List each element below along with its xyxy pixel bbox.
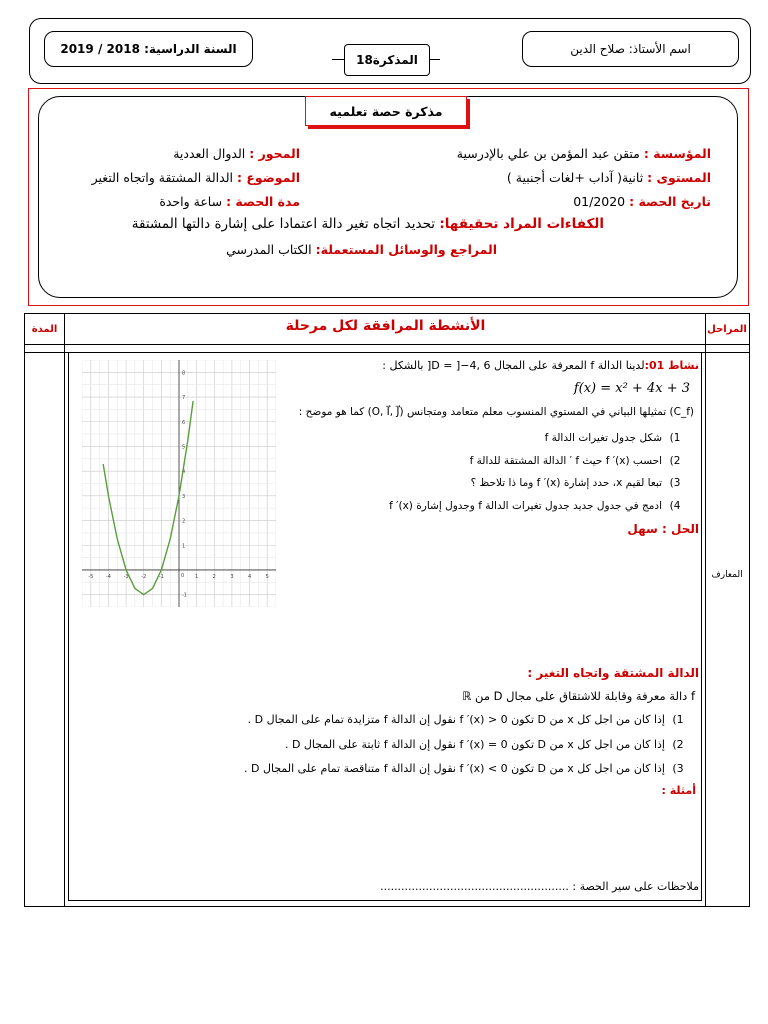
y-tick-label: 5 <box>182 444 186 451</box>
teacher-name: اسم الأستاذ: صلاح الدين <box>522 31 739 67</box>
lesson-title: الدالة المشتقة واتجاه التغير : <box>527 666 699 680</box>
references-row <box>226 242 497 257</box>
references-label: المراجع والوسائل المستعملة: <box>315 242 497 257</box>
rule-text: إذا كان من اجل كل x من D تكون f ′(x) < 0 نقول إن الدالة f متناقصة تمام على المجال D . <box>243 762 665 775</box>
table-inner-line-left <box>68 353 69 901</box>
table-header-divider-2 <box>24 352 750 353</box>
table-header-divider <box>24 344 750 345</box>
x-tick-label: -1 <box>158 573 164 580</box>
lesson-intro: f دالة معرفة وقابلة للاشتقاق على مجال D من ℝ <box>462 689 695 703</box>
competencies-row <box>132 216 604 232</box>
stage-label: المعارف <box>711 570 743 580</box>
solution: الحل : سهل <box>627 522 699 536</box>
rule-number: 1) <box>672 713 684 726</box>
memo-number-dash-left <box>332 59 344 60</box>
competencies-value: تحديد اتجاه تغير دالة اعتمادا على إشارة دالتها المشتقة <box>131 216 436 232</box>
col-stages: المراحل <box>707 324 747 335</box>
question-4 <box>389 500 688 512</box>
level-value: ثانية( آداب +لغات أجنبية ) <box>506 170 644 185</box>
memo-number: المذكرة18 <box>344 44 430 76</box>
question-number: 1) <box>669 432 681 444</box>
function-graph <box>82 360 276 607</box>
rule-2 <box>285 738 691 751</box>
date-row <box>573 194 711 209</box>
y-tick-label: 2 <box>182 518 186 525</box>
y-tick-label: 1 <box>182 543 186 550</box>
date-label: تاريخ الحصة : <box>629 194 711 209</box>
references-value: الكتاب المدرسي <box>226 242 312 257</box>
y-tick-label: 6 <box>182 419 186 426</box>
competencies-label: الكفاءات المراد تحقيقها: <box>439 216 604 232</box>
x-tick-label: 4 <box>247 573 252 580</box>
axis-label: المحور : <box>249 146 300 161</box>
institution-row <box>457 146 711 161</box>
y-tick-label: 4 <box>182 469 186 476</box>
axis-row <box>173 146 300 161</box>
table-bottom-inner-line <box>68 900 701 901</box>
table-divider-right <box>705 313 706 907</box>
question-text: تبعا لقيم x، حدد إشارة f ′(x) وما ذا تلاحظ ؟ <box>470 477 662 489</box>
topic-row <box>92 170 300 185</box>
question-text: ادمج في جدول جديد جدول تغيرات الدالة f وجدول إشارة f ′(x) <box>389 500 662 512</box>
question-number: 3) <box>669 477 681 489</box>
x-tick-label: -2 <box>141 573 147 580</box>
x-tick-label: -4 <box>105 573 111 580</box>
level-row <box>507 170 711 185</box>
y-tick-label: 8 <box>182 370 186 377</box>
question-text: شكل جدول تغيرات الدالة f <box>544 432 662 444</box>
activity-intro: لدينا الدالة f المعرفة على المجال D = ]−4, 6[ بالشكل : <box>382 359 645 372</box>
duration-value: ساعة واحدة <box>159 194 223 209</box>
institution-label: المؤسسة : <box>643 146 711 161</box>
col-duration: المدة <box>31 324 58 335</box>
question-number: 4) <box>669 500 681 512</box>
session-notes: ملاحظات على سير الحصة : ...................................................... <box>380 880 699 893</box>
x-tick-label: -3 <box>123 573 129 580</box>
rule-number: 3) <box>672 762 684 775</box>
question-text: احسب f ′(x) حيث f ′ الدالة المشتقة للدالة f <box>469 455 662 467</box>
x-tick-label: 5 <box>265 573 269 580</box>
x-tick-label: 2 <box>212 573 216 580</box>
institution-value: متقن عبد المؤمن بن علي بالإدرسية <box>456 146 640 161</box>
date-value: 01/2020 <box>573 194 626 209</box>
table-divider-left <box>64 313 65 907</box>
x-tick-label: -5 <box>88 573 94 580</box>
activity-intro-row <box>382 359 699 372</box>
y-tick-label: -1 <box>182 592 187 599</box>
rule-text: إذا كان من اجل كل x من D تكون f ′(x) = 0 نقول إن الدالة f ثابتة على المجال D . <box>284 738 665 751</box>
x-tick-label: 3 <box>230 573 234 580</box>
rule-number: 2) <box>672 738 684 751</box>
function-definition: f(x) = x² + 4x + 3 <box>573 381 690 396</box>
memo-title: مذكرة حصة تعلميه <box>305 96 467 126</box>
y-tick-label: 3 <box>182 493 186 500</box>
rule-3 <box>244 762 691 775</box>
topic-value: الدالة المشتقة واتجاه التغير <box>91 170 233 185</box>
duration-row <box>159 194 300 209</box>
rule-1 <box>248 713 691 726</box>
question-1 <box>545 432 688 444</box>
axis-value: الدوال العددية <box>173 146 246 161</box>
curve-sentence: (C_f) تمثيلها البياني في المستوي المنسوب معلم متعامد ومتجانس (O, I⃗, J⃗) كما هو موضح : <box>298 406 694 418</box>
table-inner-line-right <box>701 353 702 901</box>
examples-label: أمثلة : <box>661 784 696 797</box>
school-year: السنة الدراسية: 2018 / 2019 <box>44 31 253 67</box>
duration-label: مدة الحصة : <box>226 194 300 209</box>
question-2 <box>470 455 688 467</box>
topic-label: الموضوع : <box>236 170 300 185</box>
rule-text: إذا كان من اجل كل x من D تكون f ′(x) > 0 نقول إن الدالة f متزايدة تمام على المجال D . <box>247 713 665 726</box>
origin-label: 0 <box>181 572 185 579</box>
question-3 <box>471 477 688 489</box>
x-tick-label: 1 <box>195 573 199 580</box>
activity-title: نشاط 01: <box>644 359 699 372</box>
level-label: المستوى : <box>647 170 711 185</box>
y-tick-label: 7 <box>182 395 186 402</box>
col-activities: الأنشطة المرافقة لكل مرحلة <box>285 318 486 334</box>
question-number: 2) <box>669 455 681 467</box>
